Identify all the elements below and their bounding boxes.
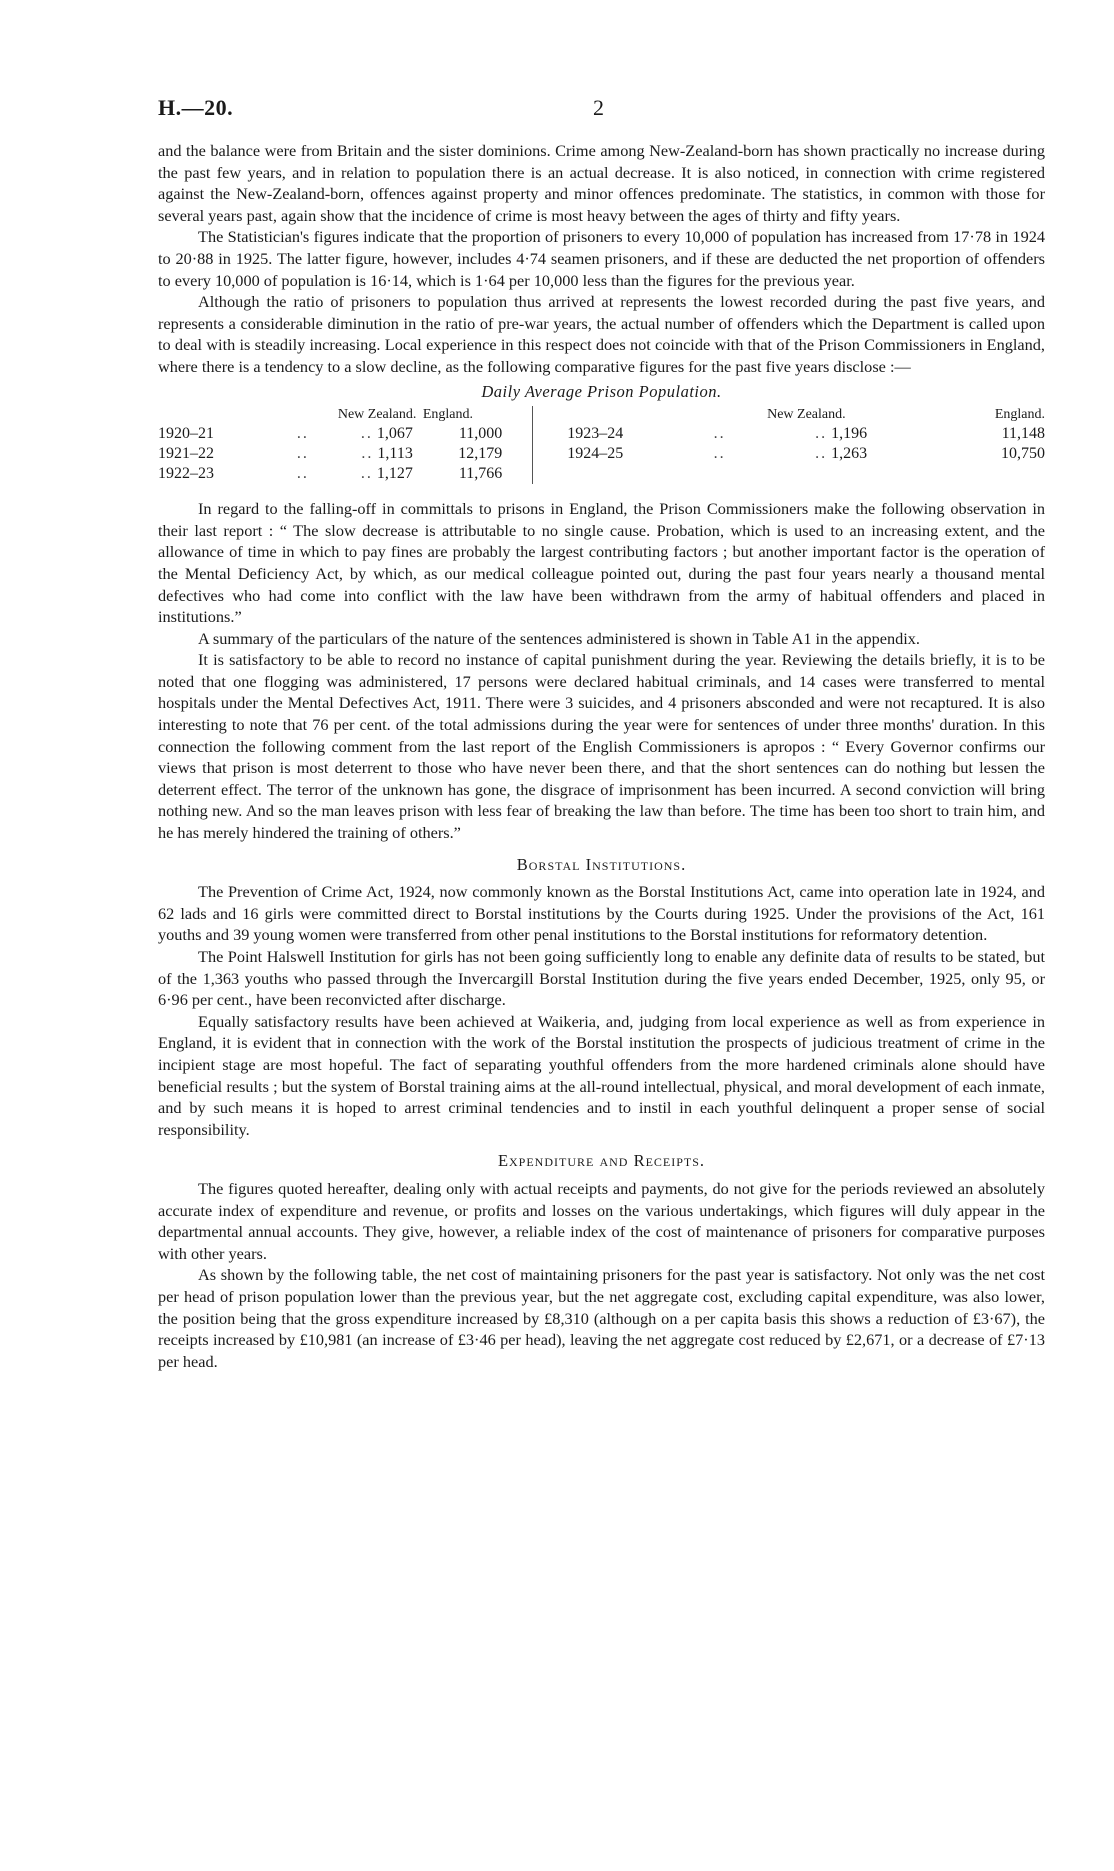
document-reference: H.—20.	[158, 95, 234, 120]
paragraph: In regard to the falling-off in committals to prisons in England, the Prison Commissioners make the following observation in their last report : “ The slow decrease is attributable to no single cause. Probation, which is used to an increasing extent, and the allowance of time in which to pay fines are probably the largest contributing factors ; but another important factor is the operation of the Mental Deficiency Act, by which, as our medical colleague pointed out, during the past four years nearly a thousand mental defectives who had come into conflict with the law have been withdrawn from the army of habitual offenders and placed in institutions.”	[158, 499, 1045, 627]
new-zealand-cell: .. 1,263	[815, 445, 868, 463]
new-zealand-cell: .. 1,067	[360, 425, 413, 443]
column-header-new-zealand: New Zealand.	[767, 407, 846, 423]
paragraph: The figures quoted hereafter, dealing only with actual receipts and payments, do not give for the periods reviewed an absolutely accurate index of expenditure and revenue, or profits and losses on the various undertakings, which figures will duly appear in the departmental annual accounts. They give, however, a reliable index of the cost of maintenance of prisoners for comparative purposes with other years.	[158, 1178, 1045, 1263]
paragraph: The Statistician's figures indicate that the proportion of prisoners to every 10,000 of population has increased from 17·78 in 1924 to 20·88 in 1925. The latter figure, however, includes 4·74 seamen prisoners, and if these are deducted the net proportion of offenders to every 10,000 of population is 16·14, which is 1·64 per 10,000 less than the figures for the previous year.	[158, 227, 1045, 290]
year-cell: 1924–25	[567, 445, 624, 463]
table-title: Daily Average Prison Population.	[481, 381, 722, 401]
table-row: 1920–21 .. .. 1,067 11,000 1923–24 .. .. 1,196 11,148	[158, 425, 1045, 443]
new-zealand-cell: .. 1,113	[361, 445, 413, 463]
new-zealand-cell: .. 1,196	[815, 425, 868, 443]
year-cell: 1921–22	[158, 445, 214, 463]
paragraph: It is satisfactory to be able to record no instance of capital punishment during the year. Reviewing the details briefly, it is to be noted that one flogging was administered, 17 persons were declared habitual criminals, and 14 cases were transferred to mental hospitals under the Mental Defectives Act, 1911. There were 3 suicides, and 4 prisoners absconded and were not recaptured. It is also interesting to note that 76 per cent. of the total admissions during the year were for sentences of under three months' duration. In this connection the following comment from the last report of the English Commissioners is apropos : “ Every Governor confirms our views that prison is most deterrent to those who have never been there, and that the short sentences can do nothing but lessen the deterrent effect. The terror of the unknown has gone, the disgrace of imprisonment has been incurred. A second conviction will bring nothing new. And so the man leaves prison with less fear of breaking the law than before. The time has been too short to train him, and he has merely hindered the training of others.”	[158, 650, 1045, 843]
year-cell: 1922–23	[158, 465, 214, 483]
paragraph: and the balance were from Britain and the sister dominions. Crime among New-Zealand-born has shown practically no increase during the past few years, and in relation to population there is an actual decrease. It is also noticed, in connection with crime registered against the New-Zealand-born, offences against property and minor offences predominate. The statistics, in common with those for several years past, again show that the incidence of crime is most heavy between the ages of thirty and fifty years.	[158, 141, 1045, 225]
paragraph: Although the ratio of prisoners to population thus arrived at represents the lowest recorded during the past five years, and represents a considerable diminution in the ratio of pre-war years, the actual number of offenders which the Department is called upon to deal with is steadily increasing. Local experience in this respect does not coincide with that of the Prison Commissioners in England, where there is a tendency to a slow decline, as the following comparative figures for the past five years disclose :—	[158, 292, 1045, 376]
paragraph: As shown by the following table, the net cost of maintaining prisoners for the past year is satisfactory. Not only was the net cost per head of prison population lower than the previous year, but the net aggregate cost, excluding capital expenditure, was also lower, the position being that the gross expenditure increased by £8,310 (although on a per capita basis this shows a reduction of £3·67), the receipts increased by £10,981 (an increase of £3·46 per head), leaving the net aggregate cost reduced by £2,671, or a decrease of £7·13 per head.	[158, 1265, 1045, 1371]
table-row: 1922–23 .. .. 1,127 11,766	[158, 464, 1045, 484]
england-cell: 12,179	[458, 445, 503, 463]
paragraph: Equally satisfactory results have been achieved at Waikeria, and, judging from local experience as well as from experience in England, it is evident that in connection with the work of the Borstal institution the prospects of judicious treatment of crime in the incipient stage are most hopeful. The fact of separating youthful offenders from the more hardened criminals alone should have beneficial results ; but the system of Borstal training aims at the all-round intellectual, physical, and moral development of each inmate, and by such means it is hoped to arrest criminal tendencies and to instil in each youthful delinquent a proper sense of social responsibility.	[158, 1011, 1045, 1139]
prison-population-table	[158, 406, 1045, 484]
england-cell: 10,750	[1001, 445, 1045, 463]
table-row: 1921–22 .. .. 1,113 12,179 1924–25 .. .. 1,263 10,750	[158, 445, 1045, 463]
column-header-england: England.	[422, 407, 473, 423]
table-header-row	[158, 406, 1045, 424]
england-cell: 11,148	[1001, 425, 1045, 443]
document-body	[158, 140, 1045, 1372]
paragraph: The Prevention of Crime Act, 1924, now commonly known as the Borstal Institutions Act, came into operation late in 1924, and 62 lads and 16 girls were committed direct to Borstal institutions by the Courts during 1925. Under the provisions of the Act, 161 youths and 39 young women were transferred from other penal institutions to the Borstal institutions for reformatory detention.	[158, 882, 1045, 945]
section-heading-borstal: Borstal Institutions.	[516, 854, 687, 874]
page-number: 2	[593, 95, 604, 120]
page-header	[158, 95, 1045, 125]
paragraph: The Point Halswell Institution for girls has not been going sufficiently long to enable any definite data of results to be stated, but of the 1,363 youths who passed through the Invercargill Borstal Institution during the five years ended December, 1925, only 95, or 6·96 per cent., have been reconvicted after discharge.	[158, 947, 1045, 1010]
new-zealand-cell: .. 1,127	[360, 465, 413, 483]
year-cell: 1923–24	[567, 425, 624, 443]
paragraph: A summary of the particulars of the nature of the sentences administered is shown in Table A1 in the appendix.	[198, 628, 920, 648]
section-heading-expenditure: Expenditure and Receipts.	[497, 1151, 706, 1171]
england-cell: 11,000	[458, 425, 503, 443]
column-header-new-zealand: New Zealand.	[337, 407, 417, 423]
column-header-england: England.	[994, 407, 1045, 423]
year-cell: 1920–21	[158, 425, 214, 443]
england-cell: 11,766	[458, 465, 503, 483]
